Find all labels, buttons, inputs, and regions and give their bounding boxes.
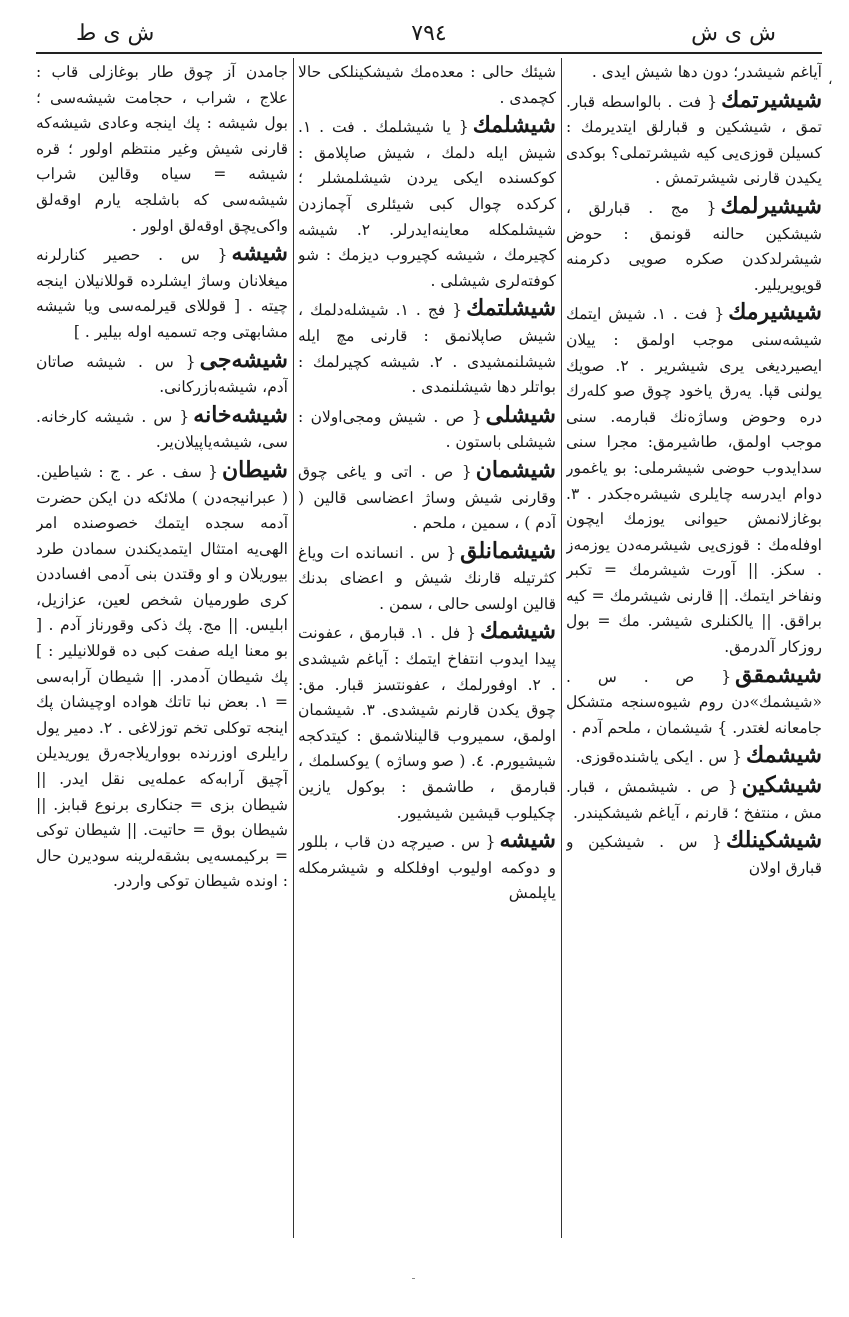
entry-definition: { فل . ١. قبارمق ، عفونت پيدا ايدوب انتفاخ ايتمك : آياغم شيشدى . ٢. اوفورلمك ، عفونتسز قبار. مق: چوق يكدن قارنم شيشدى. ٣. شيشمان اولمق، سميروب قالينلاشمق : كيتدكجه شيشيورم. ٤. ( صو وساژه ) يوكسلمك ، قبارمق ، طاشمق : بوكول يازين چكيلوب قيشين شيشيور. <box>298 624 556 822</box>
entry-headword: شيشيرمك <box>728 299 822 326</box>
entry-headword: شيشكينلك <box>726 827 822 854</box>
dictionary-entry <box>298 828 556 907</box>
dictionary-entry <box>566 663 822 742</box>
dictionary-entry <box>36 60 288 239</box>
entry-headword: شيشه‌خانه <box>193 401 288 428</box>
dictionary-entry <box>298 60 556 111</box>
entry-headword: شيشه <box>499 827 556 854</box>
entry-definition: { فت . بالواسطه قبار. تمق ، شيشكين و قبارلق ايتديرمك : كسيلن قوزى‌يى كيه شيشرتملى؟ بوكدى يكيدن قارنى شيشرتمش . <box>566 92 822 188</box>
entry-definition: آياغم شيشدر؛ دون دها شيش ايدى . <box>591 63 822 81</box>
dictionary-entry <box>298 539 556 618</box>
entry-definition: شيئك حالى : معده‌مك شيشكينلكى حالا كچمدى . <box>298 63 556 107</box>
entry-definition: { س . شيشه صاتان آدم، شيشه‌بازركانى. <box>36 352 288 397</box>
column-right <box>566 60 822 1240</box>
entry-headword: شيطان <box>222 456 288 483</box>
entry-headword: شيشيرلمك <box>720 192 822 219</box>
entry-headword: شيشه <box>231 240 288 267</box>
entry-definition: جامدن آز چوق طار بوغازلى قاب : علاج ، شراب ، حجامت شيشه‌سى ؛ بول شيشه : پك اينجه وعادى شيشه‌كه قارنى شيش وغير منتظم اولور ؛ قره شيشه = سياه وقالين شراب شيشه‌سى كه باشلجه يارم اوقه‌لق واكى‌يچق اوقه‌لق اولور . <box>36 63 288 235</box>
dictionary-entry <box>566 300 822 660</box>
page-header <box>36 20 822 54</box>
entry-headword: شيشمك <box>480 618 556 645</box>
entry-headword: شيشلى <box>485 401 556 428</box>
entry-headword: شيشكين <box>741 772 822 799</box>
column-middle <box>298 60 556 1240</box>
entry-definition: { س . حصير كنارلرنه ميغلانان وساژ ايشلرده قوللانيلان اينجه چيته . [ قوللاى قيرلمه‌سى ويا شيشه مشابهتى وجه تسميه اوله بيلير . ] <box>36 246 288 341</box>
entry-headword: شيشمك <box>746 742 822 769</box>
entry-definition: { س . انسانده ات وياغ كثرتيله قارنك شيش و اعضاى بدنك قالين اولسى حالى ، سمن . <box>298 543 556 613</box>
entry-headword: شيشمانلق <box>460 537 556 564</box>
dictionary-entry <box>36 348 288 401</box>
entry-definition: { س . صيرچه دن قاب ، بللور و دوكمه اوليوب اوفلكله و شيشرمكله ياپلمش <box>298 833 556 903</box>
entry-definition: { فج . ١. شيشله‌دلمك ، شيش صاپلانمق : قارنى مچ ايله شيشلنمشيدى . ٢. شيشه كچيرلمك : بواتلر دها شيشلنمدى . <box>298 301 556 397</box>
footer-mark <box>412 1278 415 1279</box>
entry-headword: شيشه‌جى <box>199 346 288 373</box>
entry-headword: شيشمقق <box>735 661 822 688</box>
header-right-guide: ش ى ش <box>691 21 776 46</box>
dictionary-entry <box>566 88 822 192</box>
entry-definition: { مج . قبارلق ، شيشكين حالنه قونمق : حوض شيشرلدكدن صكره صويى دكرمنه قويويريلير. <box>566 198 822 294</box>
margin-marker: ، <box>828 72 833 88</box>
entry-definition: { س . شيشكين و قبارق اولان <box>566 833 822 877</box>
dictionary-entry <box>566 828 822 881</box>
entry-definition: { س . ايكى ياشنده‌قوزى. <box>575 748 743 767</box>
entry-headword: شيشلمك <box>472 112 556 139</box>
entry-definition: { ص . شيشمش ، قبار. مش ، منتفخ ؛ قارنم ، آياغم شيشكيندر. <box>566 778 822 822</box>
dictionary-entry <box>566 743 822 771</box>
page-number: ٧٩٤ <box>411 21 447 46</box>
header-rule <box>36 52 822 54</box>
dictionary-entry <box>566 194 822 298</box>
dictionary-entry <box>298 296 556 400</box>
entry-definition: { ص . اتى و ياغى چوق وقارنى شيش وساژ اعضاسى قالين ( آدم ) ، سمين ، ملحم . <box>298 462 556 533</box>
dictionary-entry <box>298 403 556 456</box>
dictionary-entry <box>566 60 822 86</box>
column-divider <box>561 58 562 1238</box>
column-left <box>36 60 288 1240</box>
dictionary-entry <box>566 773 822 826</box>
entry-definition: { ص . شيش ومجى‌اولان : شيشلى باستون . <box>298 407 556 452</box>
entry-headword: شيشيرتمك <box>721 86 822 113</box>
entry-definition: { سف . عر . ج : شياطين. ( عبرانيجه‌دن ) ملائكه‌ دن ايكن حضرت آدمه سجده ايتمك خصوصنده امر الهى‌يه امتثال ايتمديكندن سمادن طرد بيوريلان و او وقتدن بنى آدمى افساددن كرى طورميان شخص لعين، عزازيل، ابليس. || مج. پك ذكى وقورناز آدم . [ بو معنا ايله صفت كبى ده قوللانيلير : ] پك شيطان آدمدر. || شيطان آرابه‌سى = ١. بعض نبا تاتك هواده اوچيشان پك اينجه توكلى تخم توزلاغى . ٢. دمير يول رايلرى اوزرنده بوواريلاجه‌رق يوريديلن آچيق آرابه‌كه عمله‌يى نقل ايدر. || شيطان بزى = جنكارى برنوع قبابز. || شيطان بوق = حاتيت. || شيطان توكى = بركيمسه‌يى بشقه‌لرينه سوديرن حال : اونده شيطان توكى واردر. <box>36 462 288 891</box>
entry-definition: { يا شيشلمك . فت . ١. شيش ايله دلمك ، شيش صاپلامق : كوكسنده ايكى يردن شيشلمشلر ؛ كركده چوال كبى شيئلرى آچمازدن شيشلمكله معاينه‌ايدرلر. ٢. شيشه كچيرمك ، شيشه كچيروب ديزمك : شو كوفته‌لرى شيشلى . <box>298 118 556 290</box>
dictionary-entry <box>36 403 288 456</box>
dictionary-entry <box>298 458 556 537</box>
entry-headword: شيشمان <box>475 456 556 483</box>
dictionary-entry <box>298 113 556 294</box>
header-left-guide: ش ى ط <box>76 21 155 46</box>
entry-definition: { س . شيشه كارخانه. سى، شيشه‌ياپيلان‌ير. <box>36 407 288 452</box>
entry-definition: { ص . س . «شيشمك»دن روم شيوه‌سنجه متشكل جامعانه لغتدر. } شيشمان ، ملحم آدم . <box>566 667 822 737</box>
dictionary-entry <box>298 619 556 826</box>
column-divider <box>293 58 294 1238</box>
dictionary-entry <box>36 458 288 895</box>
entry-headword: شيشلتمك <box>466 295 556 322</box>
entry-definition: { فت . ١. شيش ايتمك شيشه‌سنى موجب اولمق : ييلان ايصيرديغى يرى شيشرير . ٢. صويك يولنى قپا. يه‌رق ياخود چوق صو كله‌رك دره وحوض وساژه‌نك قبارمه. سنى موجب اولمق، طاشيرمق: مجرا سنى سدايدوب حوضى شيشرملى: بو ياغمور دوام ايدرسه چايلرى شيشره‌جكدر . ٣. بوغازلانمش حيوانى يوزمك ايچون اوفله‌مك : قوزى‌يى شيشرمه‌دن يوزمه‌ز . سكز. || آورت شيشرمك = تكبر ونفاخر ايتمك. || قارنى شيشرمك = كيه براقق. || يالكنلرى شيشر. مك = بول روزكار آلدرمق. <box>566 305 822 657</box>
dictionary-entry <box>36 241 288 345</box>
